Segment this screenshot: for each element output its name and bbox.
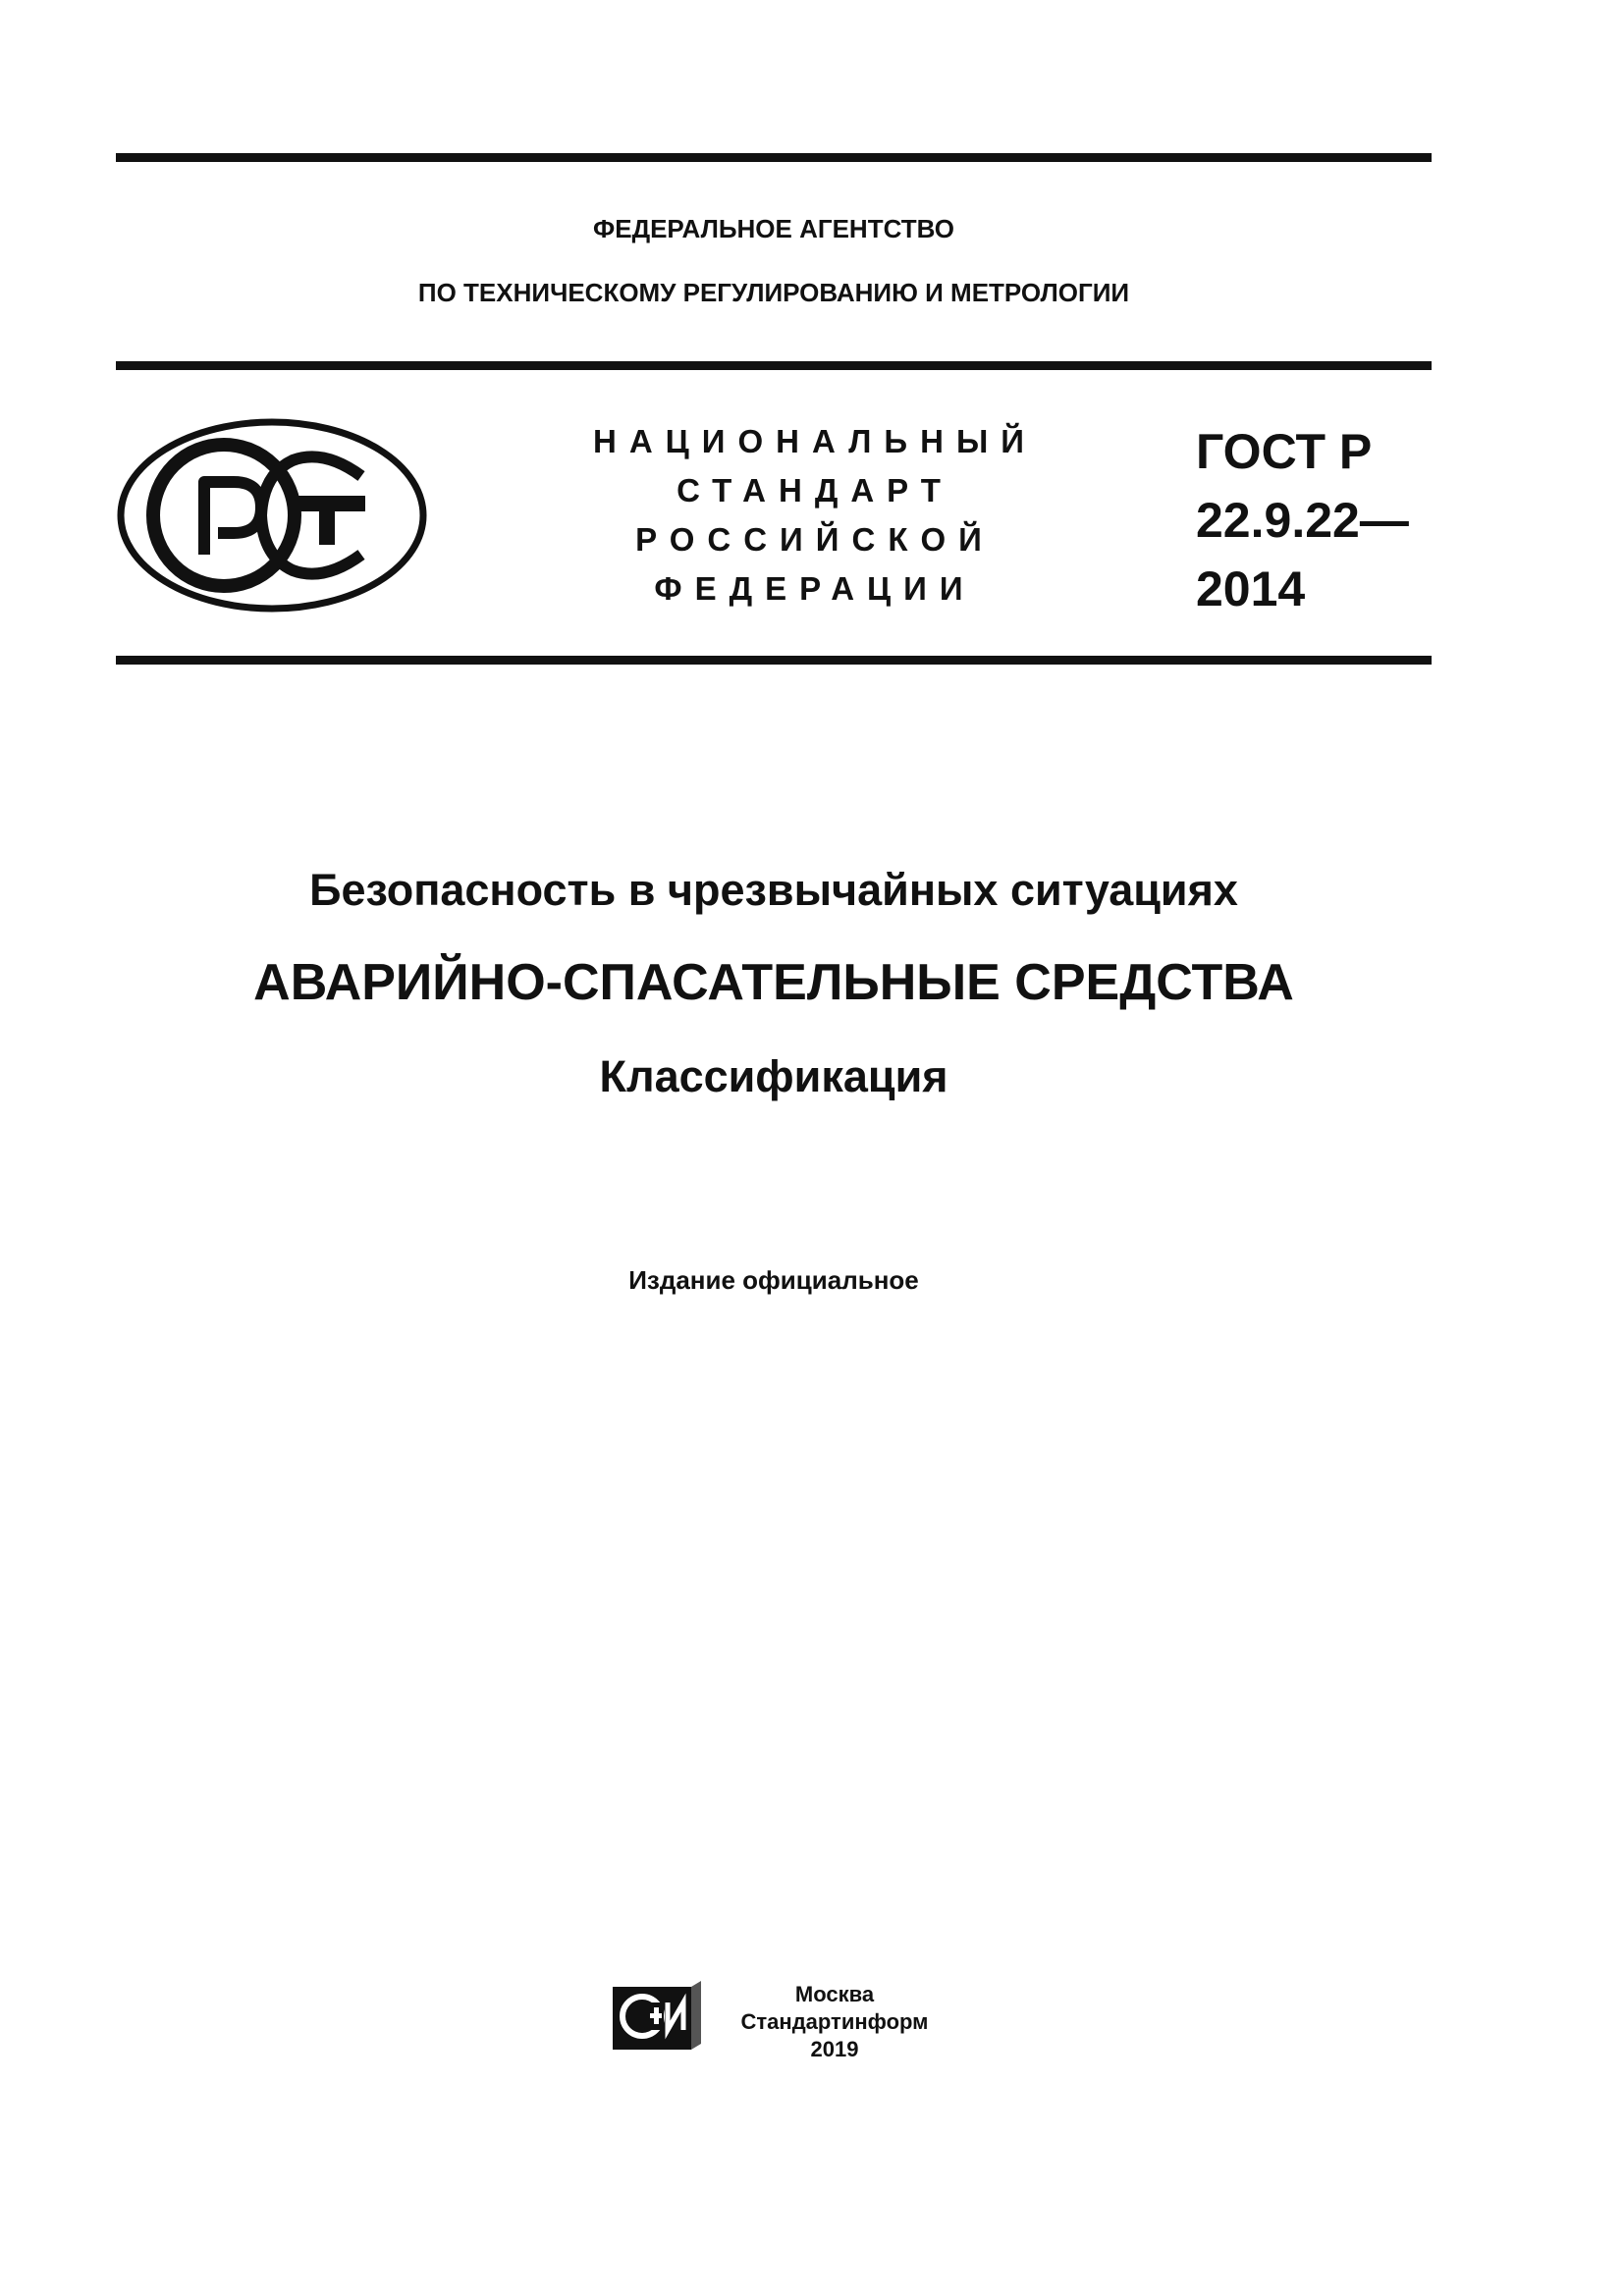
russian-line: РОССИЙСКОЙ xyxy=(635,521,995,558)
document-title-main: АВАРИЙНО-СПАСАТЕЛЬНЫЕ СРЕДСТВА xyxy=(253,954,1294,1011)
federation-line: ФЕДЕРАЦИИ xyxy=(654,570,976,607)
national-line: НАЦИОНАЛЬНЫЙ xyxy=(593,423,1037,459)
standard-bottom-rule xyxy=(116,656,1432,665)
rst-certification-mark-icon xyxy=(116,417,428,614)
standard-designation xyxy=(1196,417,1432,623)
agency-name-line2: ПО ТЕХНИЧЕСКОМУ РЕГУЛИРОВАНИЮ И МЕТРОЛОГИИ xyxy=(417,278,1130,307)
top-rule xyxy=(116,153,1432,162)
designation-year: 2014 xyxy=(1196,561,1306,616)
publication-year: 2019 xyxy=(810,2037,859,2061)
edition-label: Издание официальное xyxy=(628,1265,919,1295)
standartinform-logo-icon xyxy=(611,1981,705,2054)
document-title-group: Безопасность в чрезвычайных ситуациях xyxy=(309,865,1238,915)
agency-name-line1: ФЕДЕРАЛЬНОЕ АГЕНТСТВО xyxy=(593,214,954,243)
header-bottom-rule xyxy=(116,361,1432,370)
standard-line: СТАНДАРТ xyxy=(677,472,953,508)
designation-number: 22.9.22— xyxy=(1196,493,1409,548)
national-standard-label xyxy=(560,417,1070,614)
publisher-name: Стандартинформ xyxy=(740,2009,929,2034)
document-title-sub: Классификация xyxy=(599,1051,948,1101)
publisher-city: Москва xyxy=(794,1982,875,2006)
designation-prefix: ГОСТ Р xyxy=(1196,424,1373,479)
publisher-info xyxy=(717,1981,952,2063)
